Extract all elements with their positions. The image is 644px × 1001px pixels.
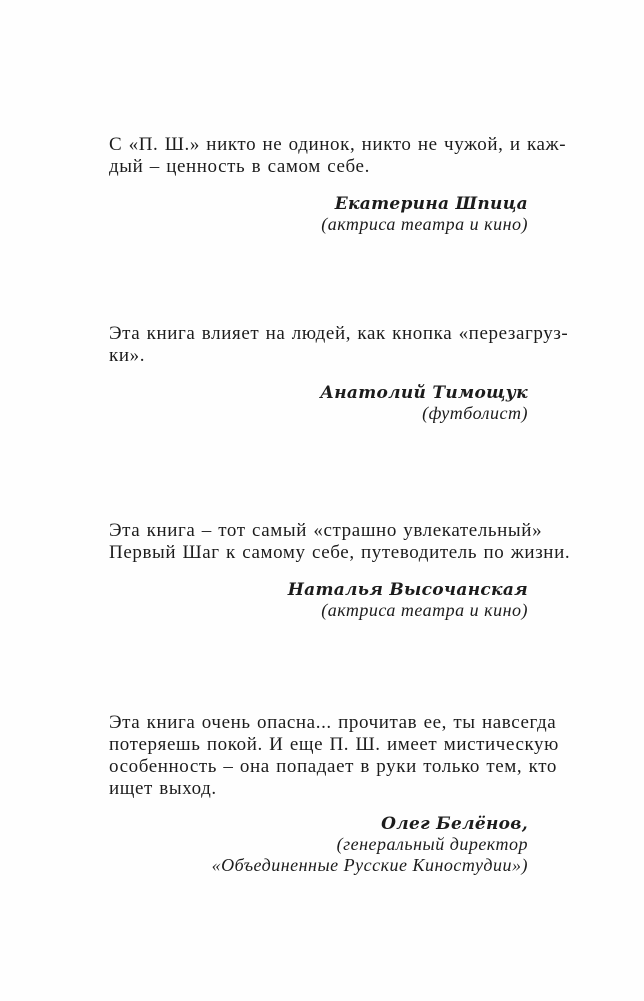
quote-text: [109, 520, 571, 564]
author-role: (актриса театра и кино): [321, 600, 528, 620]
quote-line: ищет выход.: [109, 778, 217, 799]
quote-line: Первый Шаг к самому себе, путеводитель по жизни.: [109, 542, 571, 563]
quote-line: ки».: [109, 345, 146, 366]
author-role: (генеральный директор: [336, 834, 528, 854]
quote-line: особенность – она попадает в руки только тем, кто: [109, 756, 557, 777]
quote-line: Эта книга очень опасна... прочитав ее, ты навсегда: [109, 712, 557, 733]
attribution: [109, 194, 528, 235]
testimonial-4: [109, 712, 559, 876]
quote-line: дый – ценность в самом себе.: [109, 156, 370, 177]
testimonial-3: [109, 520, 571, 621]
author-role: (футболист): [422, 403, 528, 423]
quote-text: [109, 323, 569, 367]
quote-line: Эта книга – тот самый «страшно увлекательный»: [109, 520, 543, 541]
quote-line: С «П. Ш.» никто не одинок, никто не чужой, и каж-: [109, 134, 567, 155]
author-role: (актриса театра и кино): [321, 214, 528, 234]
attribution: [109, 580, 528, 621]
testimonial-2: [109, 323, 569, 424]
author-name: Олег Белёнов,: [381, 814, 528, 834]
attribution: [109, 383, 528, 424]
author-name: Анатолий Тимощук: [320, 383, 528, 403]
author-role: «Объединенные Русские Киностудии»): [211, 855, 528, 875]
quote-text: [109, 712, 559, 800]
author-name: Наталья Высочанская: [287, 580, 528, 600]
author-name: Екатерина Шпица: [334, 194, 528, 214]
quote-line: Эта книга влияет на людей, как кнопка «перезагруз-: [109, 323, 569, 344]
quote-line: потеряешь покой. И еще П. Ш. имеет мистическую: [109, 734, 559, 755]
quote-text: [109, 134, 567, 178]
testimonial-1: [109, 134, 567, 235]
attribution: [109, 814, 528, 876]
